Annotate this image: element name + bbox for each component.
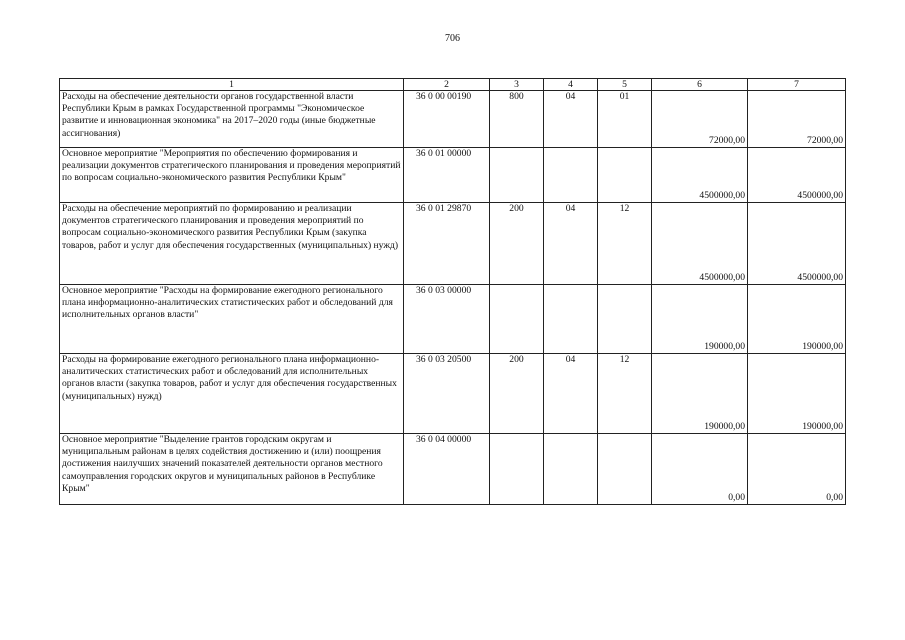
target-article-code: 36 0 01 00000 <box>404 148 490 203</box>
expense-type: 200 <box>490 203 544 285</box>
amount-col7: 0,00 <box>748 434 846 505</box>
column-header: 4 <box>544 79 598 91</box>
table-row <box>60 434 846 505</box>
expense-type <box>490 434 544 505</box>
subsection <box>598 434 652 505</box>
target-article-code: 36 0 04 00000 <box>404 434 490 505</box>
table-row <box>60 148 846 203</box>
budget-table <box>59 78 846 505</box>
amount-col6: 0,00 <box>652 434 748 505</box>
expense-type <box>490 285 544 354</box>
column-header: 3 <box>490 79 544 91</box>
subsection: 12 <box>598 354 652 434</box>
subsection: 12 <box>598 203 652 285</box>
table-row <box>60 203 846 285</box>
column-header: 6 <box>652 79 748 91</box>
table-header-row <box>60 79 846 91</box>
section: 04 <box>544 91 598 148</box>
row-description: Основное мероприятие "Выделение грантов городским округам и муниципальным районам в целях содействия достижению и (или) поощрения достижения наилучших значений показателей деятельности органов местного самоуправления городских округов и муниципальных районов в Республике Крым" <box>60 434 404 505</box>
row-description: Основное мероприятие "Расходы на формирование ежегодного регионального плана информационно-аналитических статистических работ и обследований для исполнительных органов власти" <box>60 285 404 354</box>
amount-col7: 190000,00 <box>748 285 846 354</box>
table-row <box>60 354 846 434</box>
subsection <box>598 148 652 203</box>
expense-type: 200 <box>490 354 544 434</box>
target-article-code: 36 0 03 20500 <box>404 354 490 434</box>
target-article-code: 36 0 03 00000 <box>404 285 490 354</box>
target-article-code: 36 0 00 00190 <box>404 91 490 148</box>
table-row <box>60 91 846 148</box>
column-header: 2 <box>404 79 490 91</box>
section: 04 <box>544 203 598 285</box>
amount-col6: 4500000,00 <box>652 148 748 203</box>
column-header: 7 <box>748 79 846 91</box>
page-number: 706 <box>445 33 460 44</box>
subsection: 01 <box>598 91 652 148</box>
section <box>544 285 598 354</box>
row-description: Расходы на обеспечение деятельности органов государственной власти Республики Крым в рамках Государственной программы "Экономическое развитие и инновационная экономика" на 2017–2020 годы (иные бюджетные ассигнования) <box>60 91 404 148</box>
target-article-code: 36 0 01 29870 <box>404 203 490 285</box>
section <box>544 434 598 505</box>
row-description: Основное мероприятие "Мероприятия по обеспечению формирования и реализации документов стратегического планирования и проведения мероприятий по вопросам социально-экономического развития Республики Крым" <box>60 148 404 203</box>
section: 04 <box>544 354 598 434</box>
row-description: Расходы на формирование ежегодного регионального плана информационно-аналитических статистических работ и обследований для исполнительных органов власти (закупка товаров, работ и услуг для обеспечения государственных (муниципальных) нужд) <box>60 354 404 434</box>
amount-col7: 190000,00 <box>748 354 846 434</box>
column-header: 1 <box>60 79 404 91</box>
expense-type <box>490 148 544 203</box>
amount-col6: 4500000,00 <box>652 203 748 285</box>
amount-col7: 72000,00 <box>748 91 846 148</box>
amount-col6: 190000,00 <box>652 354 748 434</box>
amount-col7: 4500000,00 <box>748 148 846 203</box>
amount-col6: 72000,00 <box>652 91 748 148</box>
section <box>544 148 598 203</box>
column-header: 5 <box>598 79 652 91</box>
table-row <box>60 285 846 354</box>
amount-col7: 4500000,00 <box>748 203 846 285</box>
amount-col6: 190000,00 <box>652 285 748 354</box>
subsection <box>598 285 652 354</box>
row-description: Расходы на обеспечение мероприятий по формированию и реализации документов стратегического планирования и проведения мероприятий по вопросам социально-экономического развития Республики Крым (закупка товаров, работ и услуг для обеспечения государственных (муниципальных) нужд) <box>60 203 404 285</box>
expense-type: 800 <box>490 91 544 148</box>
